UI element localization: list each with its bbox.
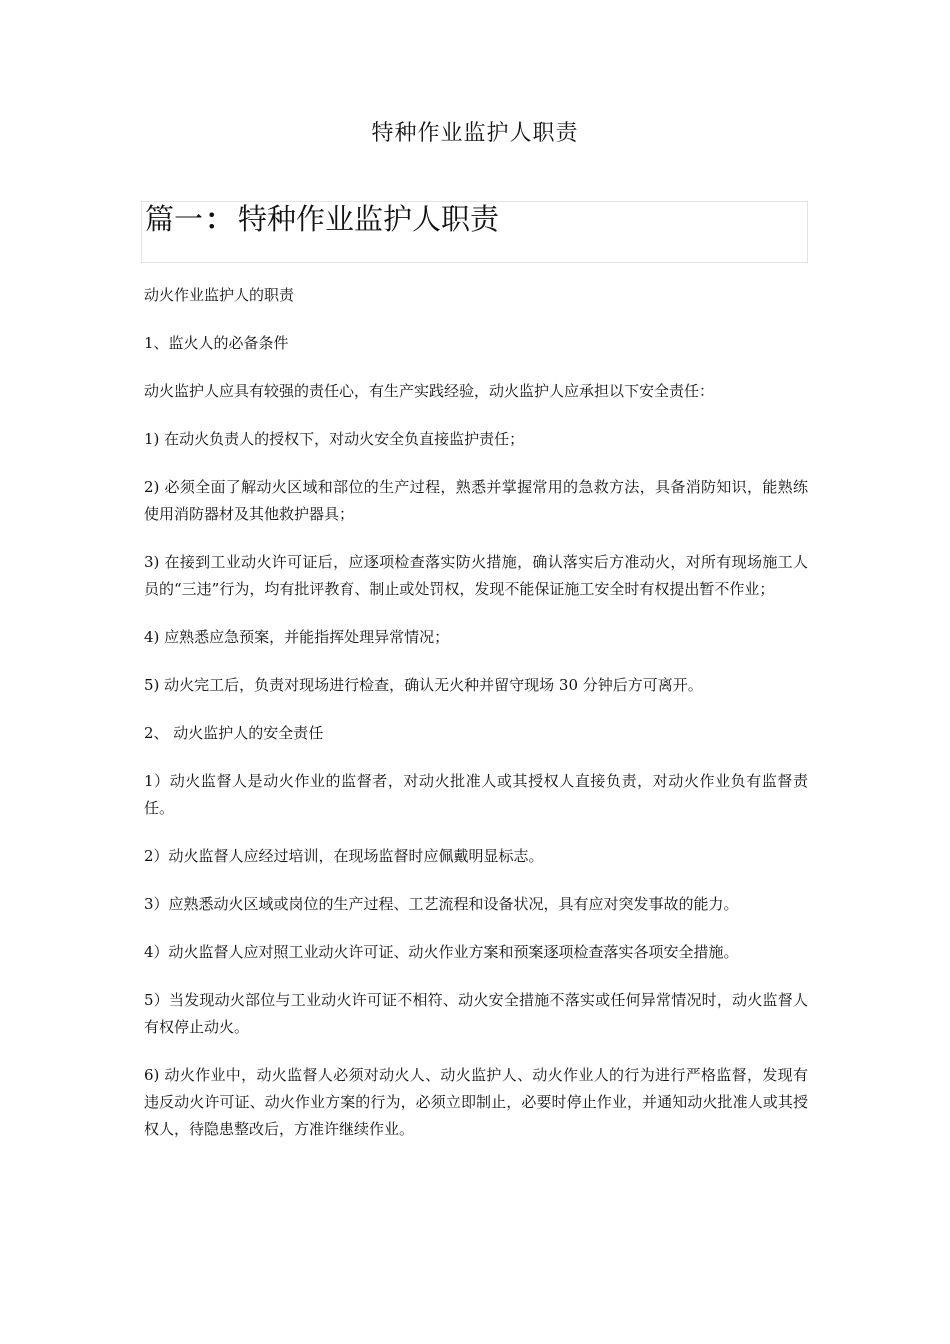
- paragraph: 3）应熟悉动火区域或岗位的生产过程、工艺流程和设备状况，具有应对突发事故的能力。: [144, 895, 739, 913]
- paragraph: 6) 动火作业中，动火监督人必须对动火人、动火监护人、动火作业人的行为进行严格监督，发现有违反动火许可证、动火作业方案的行为，必须立即制止，必要时停止作业，并通知动火批准人或其授权人，待隐患整改后，方准许继续作业。: [144, 1066, 808, 1138]
- document-title: 特种作业监护人职责: [371, 121, 579, 146]
- paragraph: 1、监火人的必备条件: [144, 334, 289, 352]
- paragraph: 5) 动火完工后，负责对现场进行检查，确认无火种并留守现场 30 分钟后方可离开。: [144, 676, 703, 694]
- section-heading-prefix: 篇一: [145, 202, 204, 236]
- section-heading-text: 特种作业监护人职责: [238, 202, 500, 236]
- paragraph: 1) 在动火负责人的授权下，对动火安全负直接监护责任；: [144, 430, 525, 448]
- paragraph: 4) 应熟悉应急预案，并能指挥处理异常情况；: [144, 628, 450, 646]
- paragraph: 动火作业监护人的职责: [144, 286, 295, 304]
- paragraph: 2、 动火监护人的安全责任: [144, 724, 324, 742]
- section-heading: [145, 200, 499, 238]
- paragraph: 3) 在接到工业动火许可证后，应逐项检查落实防火措施，确认落实后方准动火，对所有现场施工人员的“三违”行为，均有批评教育、制止或处罚权，发现不能保证施工安全时有权提出暂不作业；: [144, 553, 808, 598]
- paragraph: 2) 必须全面了解动火区域和部位的生产过程，熟悉并掌握常用的急救方法，具备消防知识，能熟练使用消防器材及其他救护器具；: [144, 478, 808, 523]
- paragraph: 1）动火监督人是动火作业的监督者，对动火批准人或其授权人直接负责，对动火作业负有监督责任。: [144, 772, 808, 817]
- paragraph: 5）当发现动火部位与工业动火许可证不相符、动火安全措施不落实或任何异常情况时，动火监督人有权停止动火。: [144, 991, 808, 1036]
- paragraph: 4）动火监督人应对照工业动火许可证、动火作业方案和预案逐项检查落实各项安全措施。: [144, 943, 739, 961]
- section-heading-separator: ：: [205, 202, 235, 236]
- paragraph: 动火监护人应具有较强的责任心，有生产实践经验，动火监护人应承担以下安全责任：: [144, 382, 715, 400]
- paragraph: 2）动火监督人应经过培训，在现场监督时应佩戴明显标志。: [144, 847, 544, 865]
- body-text: [144, 282, 808, 1164]
